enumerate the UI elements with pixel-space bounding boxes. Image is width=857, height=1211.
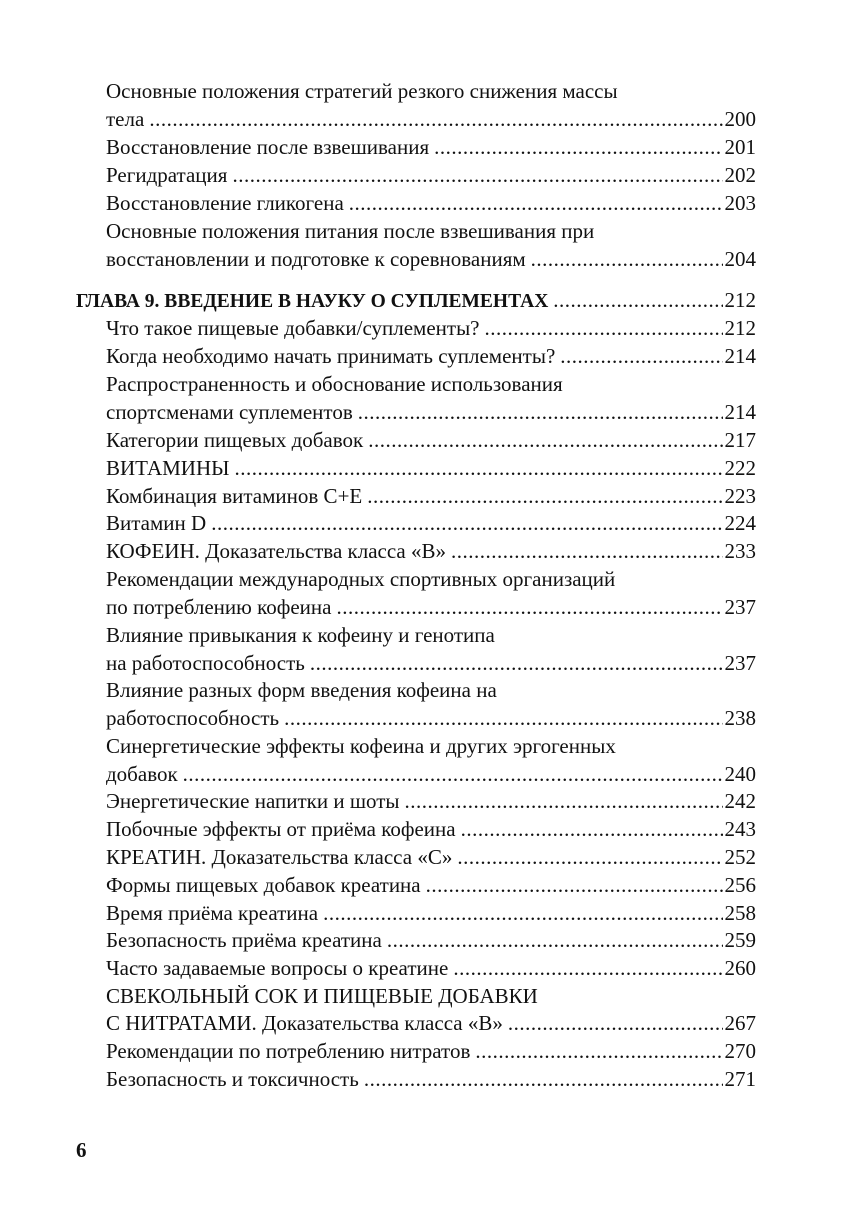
toc-entry-title: спортсменами суплементов bbox=[106, 400, 353, 424]
toc-line-text: Синергетические эффекты кофеина и других эргогенных bbox=[106, 734, 616, 758]
toc-entry-page: 212 bbox=[724, 316, 756, 340]
toc-entry[interactable] bbox=[106, 161, 756, 189]
toc-entry-title: работоспособность bbox=[106, 706, 280, 730]
toc-entry-page: 217 bbox=[724, 428, 756, 452]
toc-entry-page: 212 bbox=[724, 288, 756, 312]
toc-line bbox=[106, 217, 594, 245]
toc-entry[interactable] bbox=[106, 926, 756, 954]
toc-entry[interactable] bbox=[106, 342, 756, 370]
toc-entry[interactable] bbox=[106, 189, 756, 217]
page-number: 6 bbox=[76, 1138, 87, 1162]
toc-line-text: Влияние привыкания к кофеину и генотипа bbox=[106, 623, 495, 647]
toc-entry-title: Часто задаваемые вопросы о креатине bbox=[106, 956, 449, 980]
toc-entry-title: КОФЕИН. Доказательства класса «В» bbox=[106, 539, 446, 563]
toc-entry-page: 237 bbox=[724, 595, 756, 619]
leader-dots bbox=[234, 454, 722, 482]
toc-line bbox=[106, 77, 618, 105]
toc-entry[interactable] bbox=[106, 454, 756, 482]
toc-entry-page: 233 bbox=[724, 539, 756, 563]
toc-line-text: Распространенность и обоснование использования bbox=[106, 372, 563, 396]
leader-dots bbox=[434, 133, 722, 161]
toc-entry-page: 256 bbox=[724, 873, 756, 897]
toc-entry-page: 267 bbox=[724, 1011, 756, 1035]
toc-entry[interactable] bbox=[106, 314, 756, 342]
toc-entry-page: 240 bbox=[724, 762, 756, 786]
leader-dots bbox=[560, 342, 722, 370]
toc-entry-page: 237 bbox=[724, 651, 756, 675]
toc-entry-page: 224 bbox=[724, 511, 756, 535]
toc-entry[interactable] bbox=[106, 105, 756, 133]
leader-dots bbox=[310, 649, 723, 677]
toc-entry-page: 222 bbox=[724, 456, 756, 480]
toc-entry-page: 201 bbox=[724, 135, 756, 159]
toc-entry[interactable] bbox=[106, 482, 756, 510]
toc-entry-title: восстановлении и подготовке к соревнованиям bbox=[106, 247, 526, 271]
toc-entry[interactable] bbox=[106, 537, 756, 565]
leader-dots bbox=[284, 704, 722, 732]
toc-entry-title: Когда необходимо начать принимать суплементы? bbox=[106, 344, 556, 368]
toc-entry-page: 204 bbox=[724, 247, 756, 271]
toc-entry[interactable] bbox=[106, 133, 756, 161]
leader-dots bbox=[508, 1009, 723, 1037]
leader-dots bbox=[232, 161, 722, 189]
toc-entry[interactable] bbox=[106, 245, 756, 273]
toc-entry-page: 258 bbox=[724, 901, 756, 925]
toc-entry-title: Безопасность и токсичность bbox=[106, 1067, 359, 1091]
toc-entry[interactable] bbox=[106, 871, 756, 899]
toc-entry-title: Восстановление гликогена bbox=[106, 191, 344, 215]
toc-entry[interactable] bbox=[106, 398, 756, 426]
toc-entry-page: 259 bbox=[724, 928, 756, 952]
toc-entry-page: 260 bbox=[724, 956, 756, 980]
toc-entry[interactable] bbox=[106, 426, 756, 454]
leader-dots bbox=[426, 871, 723, 899]
toc-entry-title: тела bbox=[106, 107, 145, 131]
chapter-title: ГЛАВА 9. ВВЕДЕНИЕ В НАУКУ О СУПЛЕМЕНТАХ bbox=[76, 291, 549, 312]
leader-dots bbox=[531, 245, 723, 273]
leader-dots bbox=[368, 426, 722, 454]
toc-entry-page: 271 bbox=[724, 1067, 756, 1091]
toc-entry-page: 214 bbox=[724, 344, 756, 368]
toc-entry-title: Витамин D bbox=[106, 511, 207, 535]
toc-line bbox=[106, 732, 616, 760]
toc-entry-page: 202 bbox=[724, 163, 756, 187]
toc-entry-title: Что такое пищевые добавки/суплементы? bbox=[106, 316, 480, 340]
toc-entry[interactable] bbox=[106, 787, 756, 815]
toc-entry[interactable] bbox=[106, 954, 756, 982]
toc-entry[interactable] bbox=[106, 509, 756, 537]
leader-dots bbox=[387, 926, 723, 954]
toc-line bbox=[106, 621, 495, 649]
toc-entry[interactable] bbox=[106, 593, 756, 621]
toc-entry-page: 214 bbox=[724, 400, 756, 424]
toc-entry-title: Категории пищевых добавок bbox=[106, 428, 364, 452]
toc-entry-title: Энергетические напитки и шоты bbox=[106, 789, 400, 813]
toc-entry[interactable] bbox=[106, 1009, 756, 1037]
toc-entry-page: 252 bbox=[724, 845, 756, 869]
leader-dots bbox=[364, 1065, 723, 1093]
toc-line-text: СВЕКОЛЬНЫЙ СОК И ПИЩЕВЫЕ ДОБАВКИ bbox=[106, 984, 538, 1008]
toc-entry[interactable] bbox=[106, 899, 756, 927]
toc-line bbox=[106, 676, 497, 704]
toc-line-text: Основные положения стратегий резкого снижения массы bbox=[106, 79, 618, 103]
leader-dots bbox=[211, 509, 722, 537]
toc-entry-title: Безопасность приёма креатина bbox=[106, 928, 382, 952]
leader-dots bbox=[183, 760, 723, 788]
toc-entry-title: Время приёма креатина bbox=[106, 901, 319, 925]
toc-line bbox=[106, 565, 615, 593]
toc-entry[interactable] bbox=[106, 1037, 756, 1065]
leader-dots bbox=[451, 537, 723, 565]
leader-dots bbox=[553, 286, 722, 314]
leader-dots bbox=[405, 787, 723, 815]
toc-entry-title: Комбинация витаминов С+Е bbox=[106, 484, 363, 508]
leader-dots bbox=[358, 398, 723, 426]
leader-dots bbox=[336, 593, 722, 621]
toc-entry-page: 270 bbox=[724, 1039, 756, 1063]
leader-dots bbox=[475, 1037, 722, 1065]
leader-dots bbox=[349, 189, 723, 217]
leader-dots bbox=[485, 314, 723, 342]
toc-entry[interactable] bbox=[106, 1065, 756, 1093]
toc-line-text: Влияние разных форм введения кофеина на bbox=[106, 678, 497, 702]
toc-entry[interactable] bbox=[106, 843, 756, 871]
toc-entry-title: Регидратация bbox=[106, 163, 228, 187]
leader-dots bbox=[461, 815, 723, 843]
toc-entry-title: С НИТРАТАМИ. Доказательства класса «В» bbox=[106, 1011, 503, 1035]
toc-line bbox=[106, 370, 563, 398]
toc-entry-title: на работоспособность bbox=[106, 651, 305, 675]
toc-entry-page: 242 bbox=[724, 789, 756, 813]
toc-entry[interactable] bbox=[106, 704, 756, 732]
toc-entry-title: КРЕАТИН. Доказательства класса «С» bbox=[106, 845, 453, 869]
toc-entry-title: Формы пищевых добавок креатина bbox=[106, 873, 421, 897]
toc-line bbox=[106, 982, 538, 1010]
leader-dots bbox=[367, 482, 722, 510]
toc-entry-title: ВИТАМИНЫ bbox=[106, 456, 230, 480]
toc-entry-page: 223 bbox=[724, 484, 756, 508]
toc-entry-title: Восстановление после взвешивания bbox=[106, 135, 430, 159]
toc-entry-title: добавок bbox=[106, 762, 178, 786]
leader-dots bbox=[149, 105, 722, 133]
toc-entry-title: по потреблению кофеина bbox=[106, 595, 332, 619]
toc-line-text: Основные положения питания после взвешивания при bbox=[106, 219, 595, 243]
leader-dots bbox=[323, 899, 722, 927]
toc-entry-page: 203 bbox=[724, 191, 756, 215]
toc-line-text: Рекомендации международных спортивных организаций bbox=[106, 567, 616, 591]
toc-entry-page: 243 bbox=[724, 817, 756, 841]
toc-entry-page: 238 bbox=[724, 706, 756, 730]
toc-entry-title: Побочные эффекты от приёма кофеина bbox=[106, 817, 456, 841]
leader-dots bbox=[457, 843, 722, 871]
toc-entry-title: Рекомендации по потреблению нитратов bbox=[106, 1039, 471, 1063]
toc-entry[interactable] bbox=[106, 815, 756, 843]
toc-entry[interactable] bbox=[106, 760, 756, 788]
leader-dots bbox=[453, 954, 722, 982]
toc-entry-page: 200 bbox=[724, 107, 756, 131]
toc-entry[interactable] bbox=[106, 649, 756, 677]
toc-chapter-heading[interactable] bbox=[76, 286, 756, 314]
